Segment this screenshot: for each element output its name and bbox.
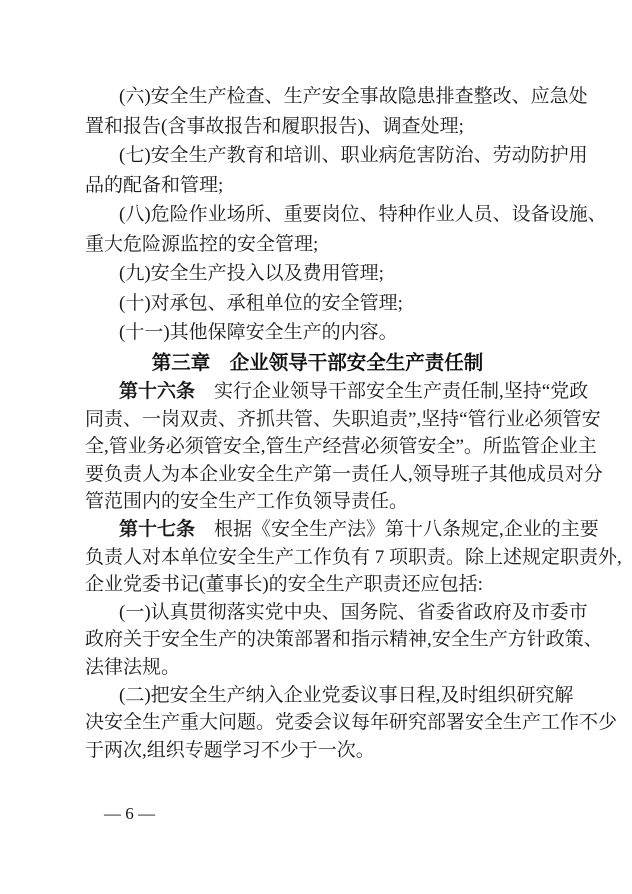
text-line xyxy=(85,433,597,461)
line-text: (九)安全生产投入以及费用管理; xyxy=(119,263,384,284)
text-line xyxy=(85,289,550,319)
line-text: (八)危险作业场所、重要岗位、特种作业人员、设备设施、 xyxy=(119,204,607,225)
line-text: 重大危险源监控的安全管理; xyxy=(85,233,319,255)
line-text: (七)安全生产教育和培训、职业病危害防治、劳动防护用 xyxy=(119,145,588,166)
text-line xyxy=(85,709,618,737)
line-text: 置和报告(含事故报告和履职报告)、调查处理; xyxy=(85,115,464,137)
line-text: 政府关于安全生产的决策部署和指示精神,安全生产方针政策、 xyxy=(85,629,603,651)
text-line xyxy=(85,141,588,171)
line-text: 根据《安全生产法》第十八条规定,企业的主要 xyxy=(195,518,599,540)
text-line xyxy=(85,682,574,710)
text-line xyxy=(85,259,550,289)
document-body xyxy=(85,82,622,764)
text-line xyxy=(85,318,550,348)
line-text: (一)认真贯彻落实党中央、国务院、省委省政府及市委市 xyxy=(119,601,588,623)
text-line xyxy=(85,571,550,599)
text-line xyxy=(85,737,550,765)
text-line xyxy=(85,82,588,112)
text-line xyxy=(85,461,603,489)
line-text: 同责、一岗双责、齐抓共管、失职追责”,坚持“管行业必须管安 xyxy=(85,408,601,430)
line-text: (十一)其他保障安全生产的内容。 xyxy=(119,322,398,343)
text-line xyxy=(85,626,603,654)
line-text: 决安全生产重大问题。党委会议每年研究部署安全生产工作不少 xyxy=(85,712,618,734)
line-text: (二)把安全生产纳入企业党委议事日程,及时组织研究解 xyxy=(119,684,574,706)
line-text: 第三章 企业领导干部安全生产责任制 xyxy=(151,351,484,374)
line-text: 全,管业务必须管安全,管生产经营必须管安全”。所监管企业主 xyxy=(85,436,597,458)
text-line xyxy=(85,171,550,201)
text-line xyxy=(85,406,601,434)
line-text: (六)安全生产检查、生产安全事故隐患排查整改、应急处 xyxy=(119,86,588,107)
text-line xyxy=(85,516,599,544)
text-line xyxy=(85,112,550,142)
clause-number-bold: 第十七条 xyxy=(119,518,196,540)
text-line xyxy=(85,654,550,682)
clause-number-bold: 第十六条 xyxy=(119,381,196,402)
line-text: 管范围内的安全生产工作负领导责任。 xyxy=(85,491,409,513)
text-line xyxy=(85,200,607,230)
text-line xyxy=(85,378,589,406)
text-line xyxy=(85,348,550,379)
text-line xyxy=(85,230,550,260)
text-line xyxy=(85,544,622,572)
line-text: 实行企业领导干部安全生产责任制,坚持“党政 xyxy=(195,381,589,402)
line-text: 法律法规。 xyxy=(85,656,181,678)
line-text: 负责人对本单位安全生产工作负有 7 项职责。除上述规定职责外, xyxy=(85,546,622,568)
line-text: (十)对承包、承租单位的安全管理; xyxy=(119,292,403,314)
line-text: 于两次,组织专题学习不少于一次。 xyxy=(85,739,375,761)
line-text: 品的配备和管理; xyxy=(85,174,224,196)
text-line xyxy=(85,488,550,516)
text-line xyxy=(85,599,588,627)
page-number: — 6 — xyxy=(104,804,155,823)
line-text: 要负责人为本企业安全生产第一责任人,领导班子其他成员对分 xyxy=(85,463,603,485)
line-text: 企业党委书记(董事长)的安全生产职责还应包括: xyxy=(85,574,483,596)
